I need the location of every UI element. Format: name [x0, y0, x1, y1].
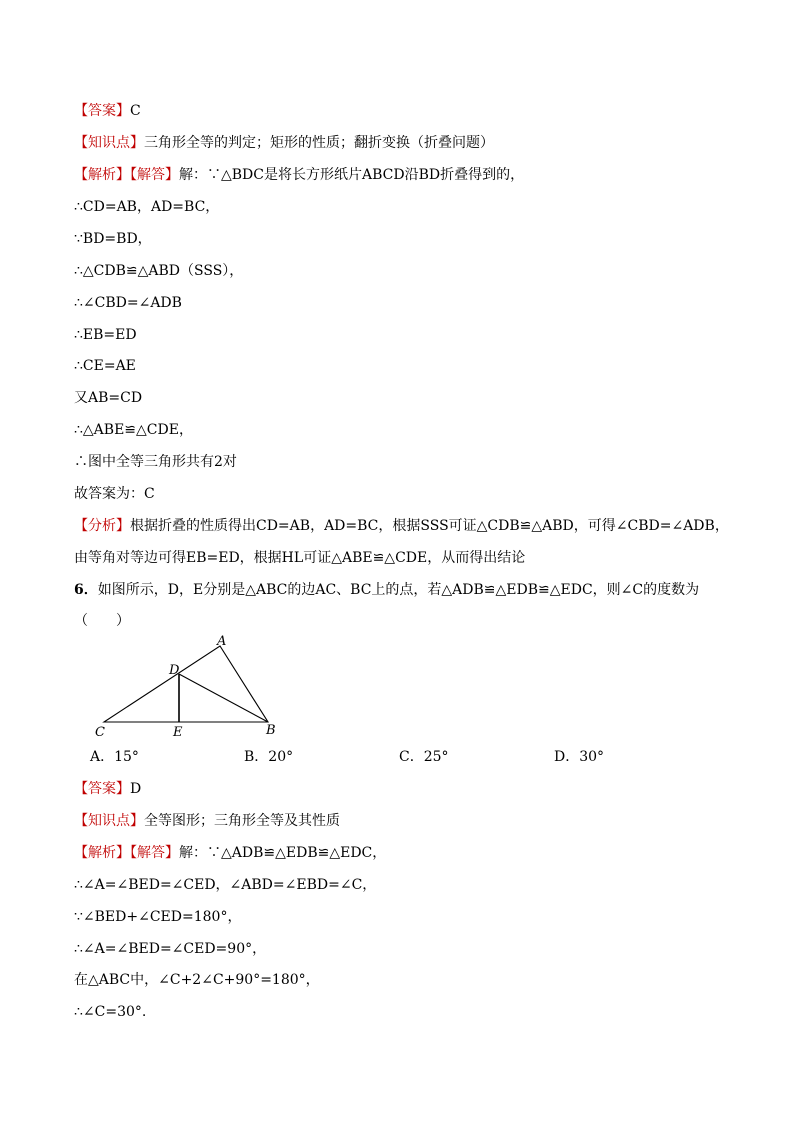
knowledge-text: 全等图形；三角形全等及其性质	[144, 813, 340, 829]
q5-analysis-line	[74, 165, 524, 185]
label-a: A	[217, 634, 227, 649]
option-a: A．15°	[90, 749, 139, 765]
label-d: D	[169, 663, 180, 678]
q6-knowledge-line	[74, 811, 340, 831]
q5-fenxi-line	[74, 516, 729, 536]
q5-step: 故答案为：C	[74, 486, 155, 502]
q6-blank: （ ）	[74, 613, 130, 629]
analysis-text: 解：∵△ADB≌△EDB≌△EDC，	[179, 845, 387, 861]
q5-step: ∴△ABE≌△CDE，	[74, 422, 193, 438]
q6-step: 在△ABC中，∠C+2∠C+90°=180°，	[74, 972, 320, 988]
question-text: 如图所示，D，E分别是△ABC的边AC、BC上的点，若△ADB≌△EDB≌△EDC，则∠C的度数为	[97, 582, 700, 598]
q6-answer-line	[74, 779, 141, 799]
label-b: B	[266, 723, 276, 738]
knowledge-tag: 【知识点】	[74, 813, 144, 829]
answer-value: D	[130, 781, 142, 797]
fenxi-tag: 【分析】	[74, 518, 130, 534]
q5-step: 又AB=CD	[74, 390, 143, 406]
answer-tag: 【答案】	[74, 103, 130, 119]
q5-step: ∴CE=AE	[74, 358, 136, 374]
segment-db	[179, 674, 268, 722]
knowledge-tag: 【知识点】	[74, 135, 144, 151]
knowledge-text: 三角形全等的判定；矩形的性质；翻折变换（折叠问题）	[144, 135, 494, 151]
option-b: B．20°	[244, 749, 294, 765]
q6-step: ∴∠A=∠BED=∠CED=90°，	[74, 941, 267, 957]
q5-knowledge-line	[74, 133, 494, 153]
q5-step: ∵BD=BD，	[74, 231, 152, 247]
option-c: C．25°	[399, 749, 449, 765]
q5-fenxi-cont: 由等角对等边可得EB=ED，根据HL可证△ABE≌△CDE，从而得出结论	[74, 550, 526, 566]
q5-step: ∴∠CBD=∠ADB	[74, 295, 182, 311]
q6-step: ∴∠C=30°.	[74, 1004, 147, 1020]
fenxi-text: 根据折叠的性质得出CD=AB，AD=BC，根据SSS可证△CDB≌△ABD，可得∠CBD=∠ADB，	[130, 518, 729, 534]
analysis-text: 解：∵△BDC是将长方形纸片ABCD沿BD折叠得到的，	[179, 167, 525, 183]
q5-step: ∴图中全等三角形共有2对	[74, 454, 237, 470]
q5-step: ∴CD=AB，AD=BC，	[74, 199, 220, 215]
analysis-tag: 【解析】【解答】	[74, 845, 179, 861]
q5-step: ∴EB=ED	[74, 327, 137, 343]
analysis-tag: 【解析】【解答】	[74, 167, 179, 183]
answer-tag: 【答案】	[74, 781, 130, 797]
label-c: C	[95, 725, 105, 740]
q6-step: ∵∠BED+∠CED=180°，	[74, 909, 242, 925]
q6-step: ∴∠A=∠BED=∠CED，∠ABD=∠EBD=∠C，	[74, 877, 377, 893]
q6-analysis-line	[74, 843, 386, 863]
triangle-abc	[104, 646, 268, 722]
q6-stem	[74, 580, 699, 600]
question-number: 6．	[74, 582, 98, 598]
q5-answer-line	[74, 101, 141, 121]
label-e: E	[173, 725, 183, 740]
triangle-figure	[88, 632, 298, 744]
option-d: D．30°	[554, 749, 605, 765]
answer-value: C	[130, 103, 141, 119]
q5-step: ∴△CDB≌△ABD（SSS），	[74, 263, 244, 279]
